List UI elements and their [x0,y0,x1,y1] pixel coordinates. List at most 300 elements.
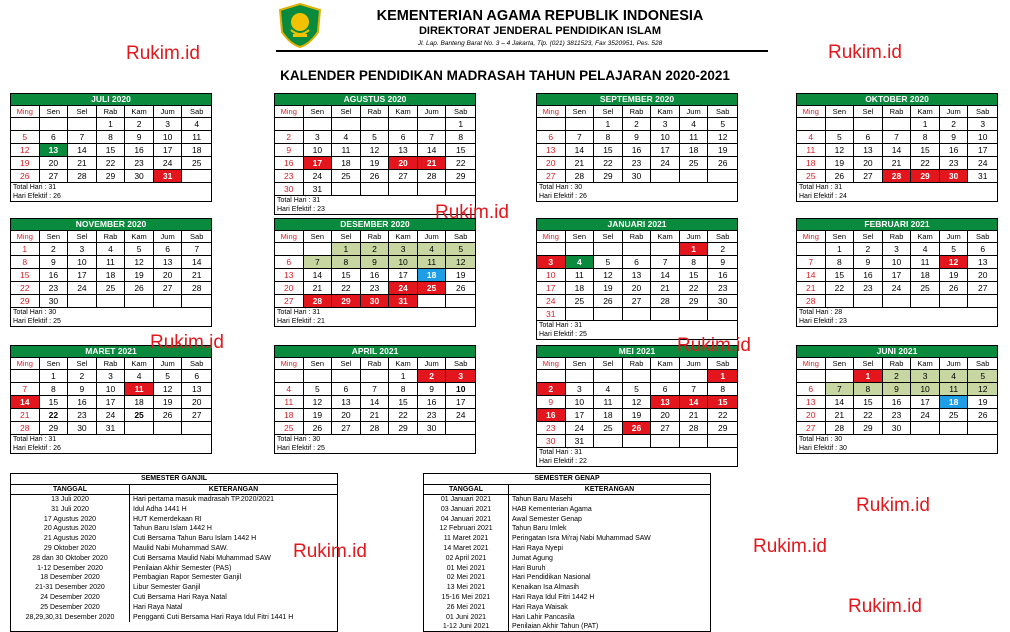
weekday-label: Jum [680,358,709,369]
event-description: Jumat Agung [512,554,553,562]
day-cell: 11 [594,396,623,409]
day-cell: 16 [68,396,97,409]
day-cell: 11 [182,131,211,144]
event-date: 28 dan 30 Oktober 2020 [11,554,130,564]
day-cell [418,295,447,308]
semester-row [11,583,337,593]
day-cell: 14 [11,396,40,409]
day-cell: 25 [97,282,126,295]
weekday-label: Sel [594,231,623,242]
weekday-label: Jum [154,106,183,117]
day-cell [968,295,997,308]
event-description: Pembagian Rapor Semester Ganjil [133,574,242,582]
day-cell: 3 [389,243,418,256]
total-days: Total Hari : 31 [539,322,583,329]
event-date: 1-12 Desember 2020 [11,564,130,574]
day-cell: 13 [537,144,566,157]
semester-row [424,544,710,554]
day-cell: 14 [566,144,595,157]
day-cell: 19 [304,409,333,422]
day-cell: 30 [883,422,912,435]
day-cell: 17 [389,269,418,282]
day-cell: 2 [68,370,97,383]
day-cell: 1 [680,243,709,256]
effective-days: Hari Efektif : 22 [539,458,587,465]
day-cell: 9 [623,131,652,144]
day-cell: 12 [594,269,623,282]
total-days: Total Hari : 30 [799,436,843,443]
day-cell [594,435,623,448]
day-grid [797,370,997,435]
month-calendar [10,218,212,327]
day-cell: 6 [154,243,183,256]
day-cell [537,118,566,131]
day-cell: 22 [708,409,737,422]
day-cell: 14 [304,269,333,282]
day-cell: 13 [651,396,680,409]
day-cell: 11 [125,383,154,396]
day-cell: 29 [97,170,126,183]
day-cell: 13 [623,269,652,282]
day-cell: 22 [332,282,361,295]
day-cell: 28 [11,422,40,435]
day-cell: 22 [11,282,40,295]
semester-row [424,515,710,525]
weekday-label: Sab [716,232,730,241]
day-cell: 9 [68,383,97,396]
day-cell: 21 [182,269,211,282]
day-cell [651,308,680,321]
day-cell: 21 [11,409,40,422]
weekday-label: Jum [940,358,969,369]
day-cell: 27 [854,170,883,183]
weekday-label: Sen [304,106,333,117]
weekday-header [11,358,211,370]
day-cell: 3 [68,243,97,256]
event-date: 04 Januari 2021 [424,515,509,525]
day-cell [797,118,826,131]
weekday-label: Rab [97,358,126,369]
day-cell: 17 [97,396,126,409]
weekday-label: Sab [190,107,204,116]
day-cell: 15 [97,144,126,157]
day-cell: 7 [680,383,709,396]
day-cell: 15 [446,144,475,157]
weekday-label: Sab [454,359,468,368]
day-cell: 24 [537,295,566,308]
day-cell: 16 [623,144,652,157]
day-cell: 5 [708,118,737,131]
event-date: 11 Maret 2021 [424,534,509,544]
day-cell: 3 [566,383,595,396]
day-cell [389,118,418,131]
weekday-label: Ming [537,231,566,242]
day-cell: 13 [40,144,69,157]
day-cell: 17 [68,269,97,282]
day-cell: 3 [446,370,475,383]
day-cell: 9 [361,256,390,269]
day-cell: 13 [797,396,826,409]
event-description: Penilaian Akhir Semester (PAS) [133,564,232,572]
day-cell: 15 [680,269,709,282]
day-cell: 23 [418,409,447,422]
day-cell [537,370,566,383]
event-date: 01 Juni 2021 [424,613,509,623]
day-cell: 5 [826,131,855,144]
day-cell: 13 [182,383,211,396]
day-cell: 15 [11,269,40,282]
month-calendar [796,345,998,454]
day-cell: 4 [911,243,940,256]
watermark: Rukim.id [435,202,509,223]
day-cell [680,308,709,321]
day-cell: 15 [854,396,883,409]
weekday-label: Ming [11,106,40,117]
semester-row [11,534,337,544]
day-cell: 25 [566,295,595,308]
day-cell [125,422,154,435]
day-cell: 21 [883,157,912,170]
day-cell: 13 [389,144,418,157]
day-cell: 5 [154,370,183,383]
day-cell: 23 [537,422,566,435]
day-cell: 3 [304,131,333,144]
weekday-label: Rab [361,231,390,242]
day-cell: 1 [594,118,623,131]
day-cell: 22 [40,409,69,422]
day-cell: 11 [418,256,447,269]
day-cell: 4 [797,131,826,144]
event-date: 21 Agustus 2020 [11,534,130,544]
weekday-label: Ming [275,358,304,369]
day-cell: 9 [275,144,304,157]
event-description: Libur Semester Ganjil [133,584,201,592]
day-cell: 30 [940,170,969,183]
semester-ganjil-table [10,473,338,632]
weekday-label: Kam [911,106,940,117]
column-note-header: KETERANGAN [208,486,259,493]
day-cell: 7 [68,131,97,144]
day-cell: 10 [304,144,333,157]
day-cell: 12 [154,383,183,396]
effective-days: Hari Efektif : 21 [277,318,325,325]
weekday-label: Sel [594,358,623,369]
semester-row [424,573,710,583]
day-cell: 20 [389,157,418,170]
day-cell: 1 [854,370,883,383]
semester-row [424,593,710,603]
day-cell [651,435,680,448]
day-cell: 28 [566,170,595,183]
semester-row [11,613,337,623]
weekday-label: Kam [651,106,680,117]
day-cell: 26 [361,170,390,183]
day-cell: 27 [623,295,652,308]
semester-row [11,573,337,583]
day-cell: 30 [418,422,447,435]
day-cell: 12 [304,396,333,409]
event-date: 21-31 Desember 2020 [11,583,130,593]
day-cell: 5 [304,383,333,396]
weekday-label: Ming [275,106,304,117]
day-cell: 19 [940,269,969,282]
weekday-label: Sab [976,232,990,241]
day-cell: 28 [361,422,390,435]
day-cell: 29 [708,422,737,435]
event-description: Idul Adha 1441 H [133,505,187,513]
weekday-label: Sab [190,232,204,241]
day-cell: 10 [883,256,912,269]
day-cell: 26 [623,422,652,435]
day-cell: 1 [332,243,361,256]
day-cell: 4 [418,243,447,256]
day-cell: 26 [11,170,40,183]
day-cell: 9 [854,256,883,269]
day-cell: 27 [182,409,211,422]
day-cell: 25 [275,422,304,435]
total-days: Total Hari : 31 [539,449,583,456]
day-cell: 17 [968,144,997,157]
day-cell [40,118,69,131]
day-cell [623,435,652,448]
day-cell: 31 [389,295,418,308]
day-cell: 2 [361,243,390,256]
day-cell: 5 [940,243,969,256]
day-cell [182,170,211,183]
day-cell: 27 [797,422,826,435]
day-grid [11,370,211,435]
semester-title: SEMESTER GENAP [424,474,710,485]
day-cell: 23 [68,409,97,422]
weekday-header [797,358,997,370]
weekday-label: Jum [154,231,183,242]
weekday-label: Rab [361,358,390,369]
day-cell [182,295,211,308]
day-cell: 12 [11,144,40,157]
day-cell [854,295,883,308]
event-description: Hari Raya Waisak [512,603,568,611]
day-cell: 22 [594,157,623,170]
day-cell: 26 [154,409,183,422]
weekday-label: Sel [332,358,361,369]
weekday-label: Sen [304,231,333,242]
semester-row [424,622,710,632]
day-cell: 21 [680,409,709,422]
weekday-label: Jum [680,106,709,117]
day-cell [275,370,304,383]
total-days: Total Hari : 31 [799,184,843,191]
day-cell: 6 [332,383,361,396]
weekday-label: Kam [125,231,154,242]
day-cell: 16 [708,269,737,282]
effective-days: Hari Efektif : 23 [277,206,325,213]
day-cell: 3 [968,118,997,131]
day-cell [11,370,40,383]
weekday-label: Jum [418,231,447,242]
day-cell: 31 [97,422,126,435]
total-days: Total Hari : 31 [277,197,321,204]
effective-days: Hari Efektif : 26 [539,193,587,200]
day-cell: 21 [826,409,855,422]
day-cell: 12 [826,144,855,157]
day-cell: 12 [623,396,652,409]
day-cell: 18 [275,409,304,422]
day-cell: 24 [389,282,418,295]
day-cell [594,243,623,256]
day-cell: 10 [389,256,418,269]
day-cell: 8 [446,131,475,144]
day-cell: 7 [826,383,855,396]
day-cell: 9 [40,256,69,269]
day-cell: 20 [40,157,69,170]
day-cell: 21 [566,157,595,170]
event-date: 26 Mei 2021 [424,603,509,613]
day-cell: 17 [566,409,595,422]
effective-days: Hari Efektif : 30 [799,445,847,452]
day-cell: 31 [537,308,566,321]
semester-row [11,515,337,525]
day-cell [594,370,623,383]
day-cell: 23 [361,282,390,295]
day-cell: 16 [854,269,883,282]
day-cell: 23 [883,409,912,422]
weekday-label: Kam [389,231,418,242]
day-cell: 18 [182,144,211,157]
day-cell [680,370,709,383]
day-cell: 19 [125,269,154,282]
day-cell: 15 [708,396,737,409]
weekday-label: Rab [623,358,652,369]
weekday-label: Jum [940,106,969,117]
weekday-header [11,106,211,118]
day-cell: 2 [537,383,566,396]
day-cell: 1 [97,118,126,131]
day-cell: 8 [854,383,883,396]
day-cell: 26 [968,409,997,422]
day-cell [11,118,40,131]
weekday-label: Ming [537,358,566,369]
event-description: Peringatan Isra Mi'raj Nabi Muhammad SAW [512,535,651,543]
event-date: 01 Mei 2021 [424,564,509,574]
watermark: Rukim.id [126,43,200,64]
day-cell: 4 [182,118,211,131]
day-cell: 29 [332,295,361,308]
weekday-label: Sel [854,106,883,117]
event-description: Hari Buruh [512,564,546,572]
day-cell: 10 [68,256,97,269]
day-cell: 3 [911,370,940,383]
weekday-label: Rab [97,231,126,242]
weekday-label: Jum [418,358,447,369]
day-cell [826,370,855,383]
weekday-label: Sel [854,231,883,242]
day-cell: 7 [11,383,40,396]
month-calendar [796,218,998,327]
day-cell: 10 [911,383,940,396]
month-calendar [796,93,998,202]
event-description: Kenaikan Isa Almasih [512,584,579,592]
month-calendar [274,93,476,215]
day-cell: 8 [680,256,709,269]
weekday-label: Sen [40,106,69,117]
day-cell: 22 [389,409,418,422]
day-cell: 11 [797,144,826,157]
day-cell [304,370,333,383]
day-cell: 23 [40,282,69,295]
day-cell: 12 [708,131,737,144]
day-cell: 24 [97,409,126,422]
event-date: 03 Januari 2021 [424,505,509,515]
event-date: 17 Agustus 2020 [11,515,130,525]
weekday-label: Sel [68,231,97,242]
day-cell: 22 [97,157,126,170]
day-cell: 27 [154,282,183,295]
day-cell [418,183,447,196]
semester-title: SEMESTER GANJIL [11,474,337,485]
day-cell: 7 [418,131,447,144]
day-cell: 20 [968,269,997,282]
month-calendar [274,218,476,327]
day-cell [446,422,475,435]
day-cell [968,422,997,435]
day-cell [154,422,183,435]
day-cell [566,118,595,131]
weekday-label: Sen [40,231,69,242]
weekday-label: Sab [454,232,468,241]
weekday-label: Sen [826,358,855,369]
day-cell: 25 [332,170,361,183]
day-cell [566,308,595,321]
day-cell: 13 [154,256,183,269]
event-date: 28,29,30,31 Desember 2020 [11,613,130,623]
month-title: NOVEMBER 2020 [11,219,211,231]
day-cell: 27 [968,282,997,295]
day-cell [332,183,361,196]
day-cell: 19 [826,157,855,170]
day-cell: 16 [361,269,390,282]
day-cell: 26 [125,282,154,295]
day-cell: 16 [418,396,447,409]
day-cell: 28 [182,282,211,295]
day-cell: 12 [940,256,969,269]
day-cell: 8 [11,256,40,269]
day-cell: 22 [911,157,940,170]
day-cell: 17 [537,282,566,295]
day-cell: 20 [623,282,652,295]
day-cell: 18 [911,269,940,282]
event-description: Hari pertama masuk madrasah TP.2020/2021 [133,496,274,503]
weekday-label: Rab [883,106,912,117]
weekday-label: Sel [68,358,97,369]
event-description: Pengganti Cuti Bersama Hari Raya Idul Fitri 1441 H [133,613,294,621]
day-cell: 16 [537,409,566,422]
day-cell: 8 [708,383,737,396]
day-cell: 4 [332,131,361,144]
weekday-label: Kam [389,358,418,369]
day-cell: 7 [883,131,912,144]
day-cell: 11 [97,256,126,269]
day-cell: 8 [389,383,418,396]
day-cell: 11 [940,383,969,396]
effective-days: Hari Efektif : 25 [13,318,61,325]
semester-row [11,495,337,505]
day-cell [275,243,304,256]
day-cell [911,295,940,308]
day-cell [154,295,183,308]
effective-days: Hari Efektif : 25 [539,331,587,338]
column-note-header: KETERANGAN [584,486,635,493]
day-cell [883,295,912,308]
